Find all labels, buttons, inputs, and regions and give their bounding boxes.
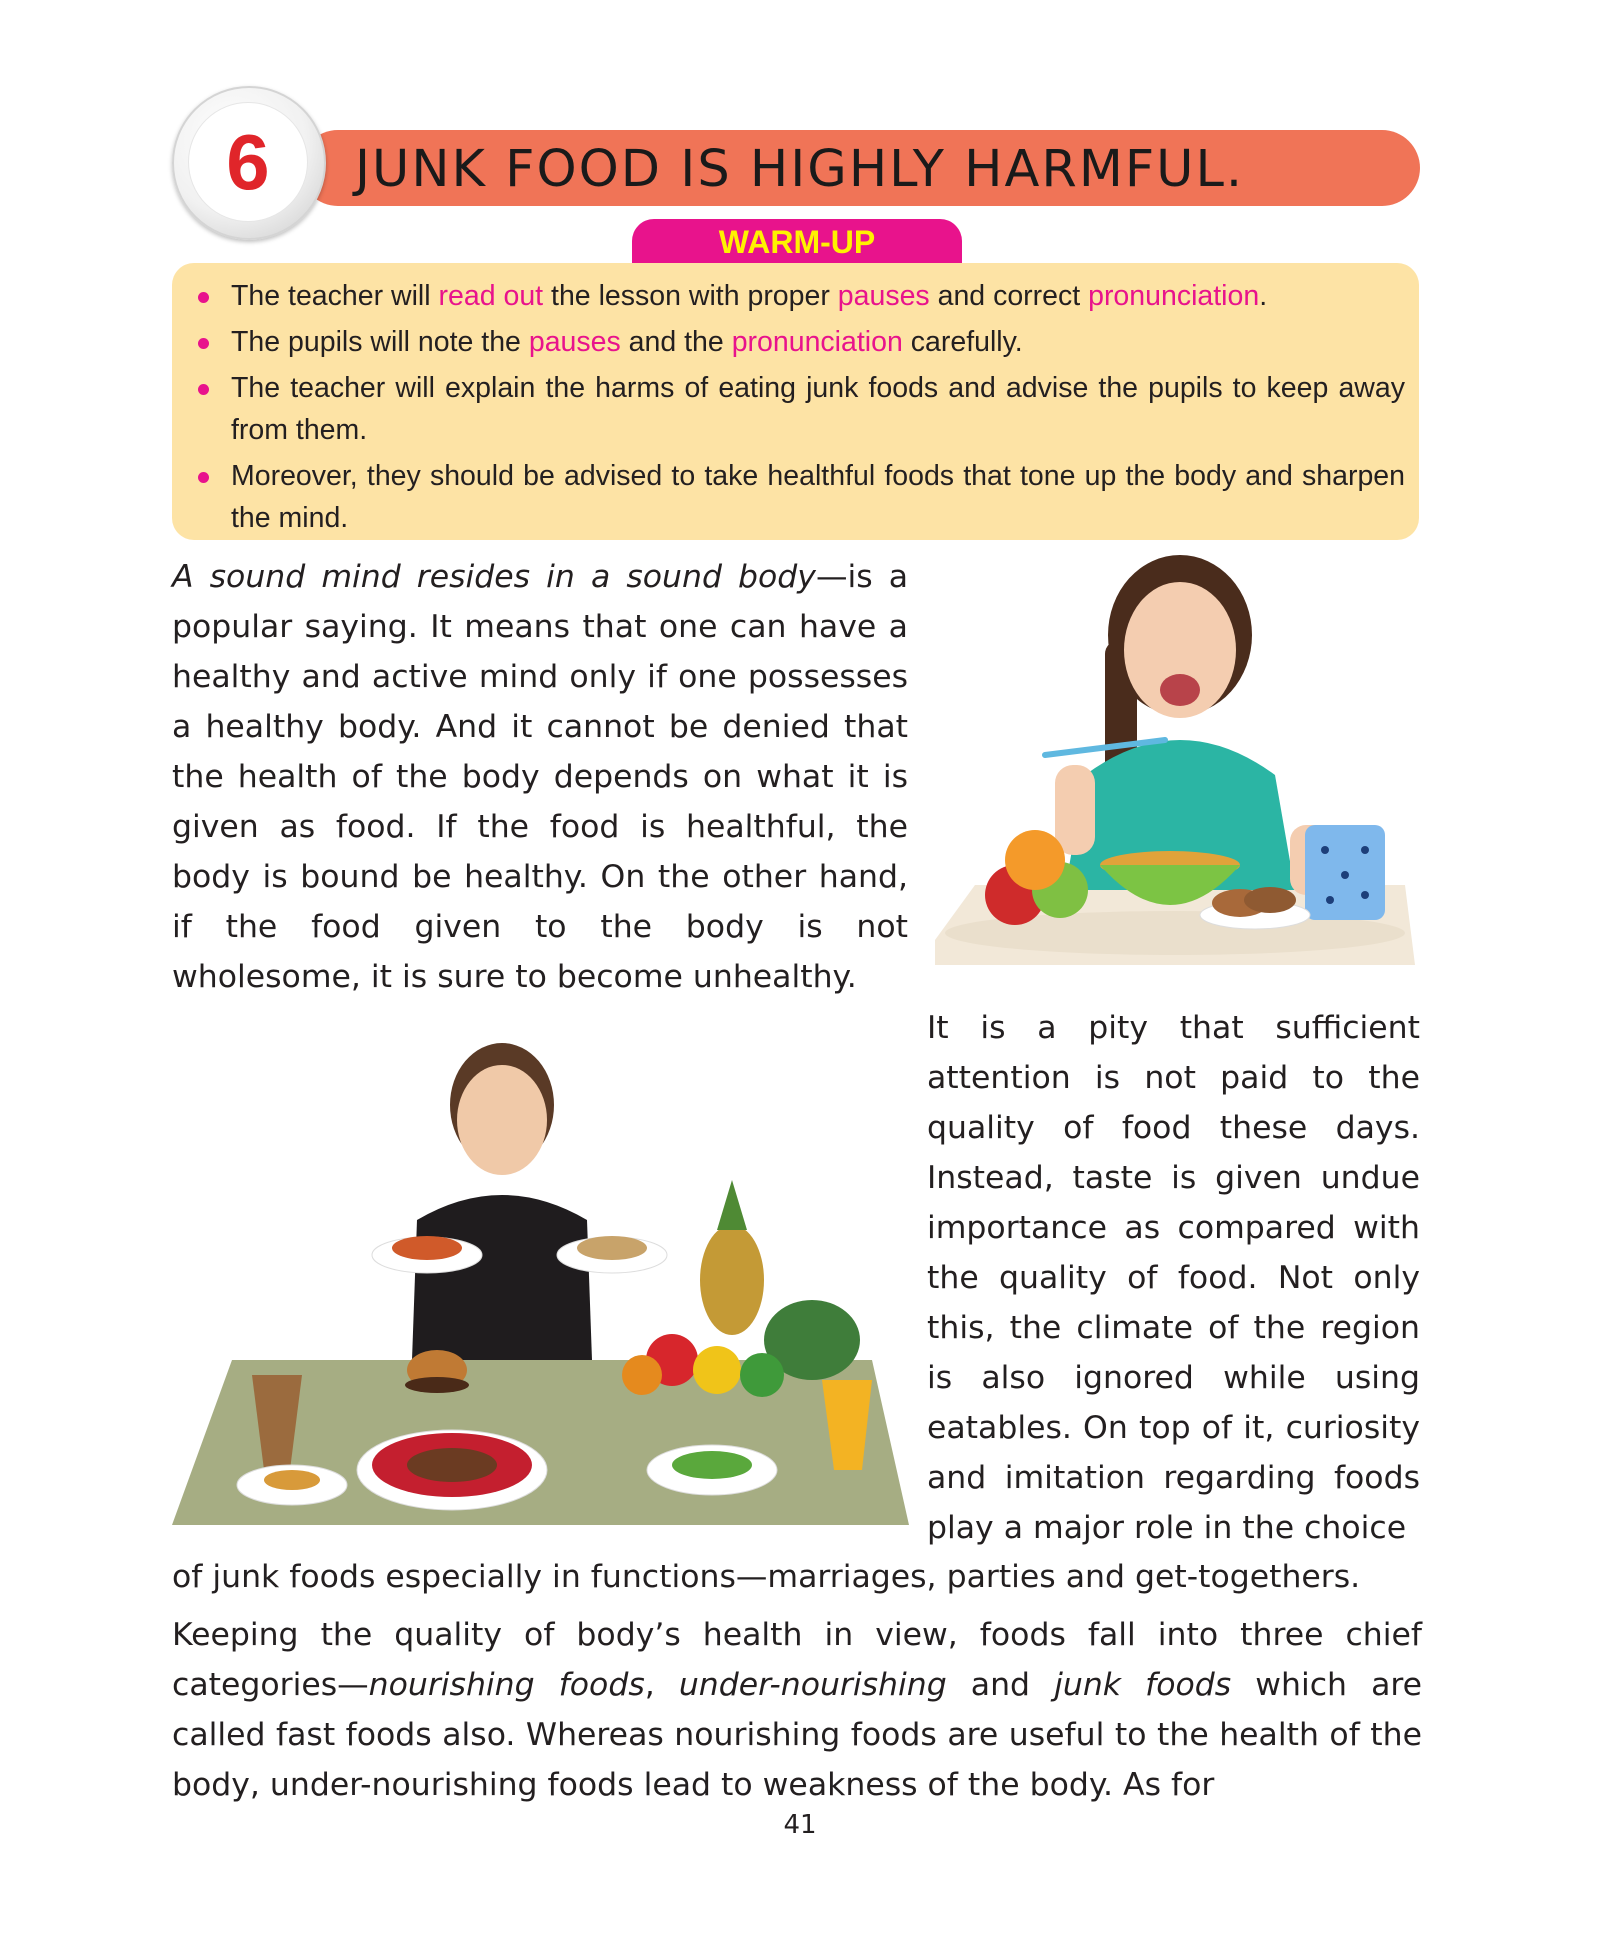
chapter-number: 6 [188,102,308,222]
warmup-item: The teacher will read out the lesson with proper pauses and correct pronunciation. [195,275,1405,317]
warmup-item: Moreover, they should be advised to take healthful foods that tone up the body and sharpen the mind. [195,455,1405,539]
paragraph-1: A sound mind resides in a sound body—is a popular saying. It means that one can have a healthy and active mind only if one possesses a healthy body. And it cannot be denied that the health of the body depends on what it is given as food. If the food is healthful, the body is bound be healthy. On the other hand, if the food given to the body is not wholesome, it is sure to become unhealthy. [172,559,909,995]
bullet-icon [198,384,209,395]
chapter-title: JUNK FOOD IS HIGHLY HARMFUL. [355,140,1245,199]
bullet-icon [198,472,209,483]
warmup-list [195,275,1405,543]
woman-with-food-table-photo [172,1030,909,1525]
bullet-icon [198,292,209,303]
bullet-icon [198,338,209,349]
paragraph-3: Keeping the quality of body’s health in view, foods fall into three chief categories—nourishing foods, under-nourishing and junk foods which are called fast foods also. Whereas nourishing foods are useful to the health of the body, under-nourishing foods lead to weakness of the body. As for [172,1617,1423,1803]
paragraph-2-column: It is a pity that sufficient attention is not paid to the quality of food these days. Instead, taste is given undue importance as compared with the quality of food. Not only this, the climate of the region is also ignored while using eatables. On top of it, curiosity and imitation regarding foods play a major role in the choice [927,1010,1420,1546]
chapter-number-badge [172,86,326,240]
warmup-label: WARM-UP [632,219,962,263]
page-number: 41 [783,1810,817,1840]
paragraph-2-continued: of junk foods especially in functions—marriages, parties and get-togethers. [172,1559,1361,1595]
warmup-item: The teacher will explain the harms of eating junk foods and advise the pupils to keep away from them. [195,367,1405,451]
warmup-item: The pupils will note the pauses and the pronunciation carefully. [195,321,1405,363]
girl-eating-breakfast-photo [935,545,1415,965]
